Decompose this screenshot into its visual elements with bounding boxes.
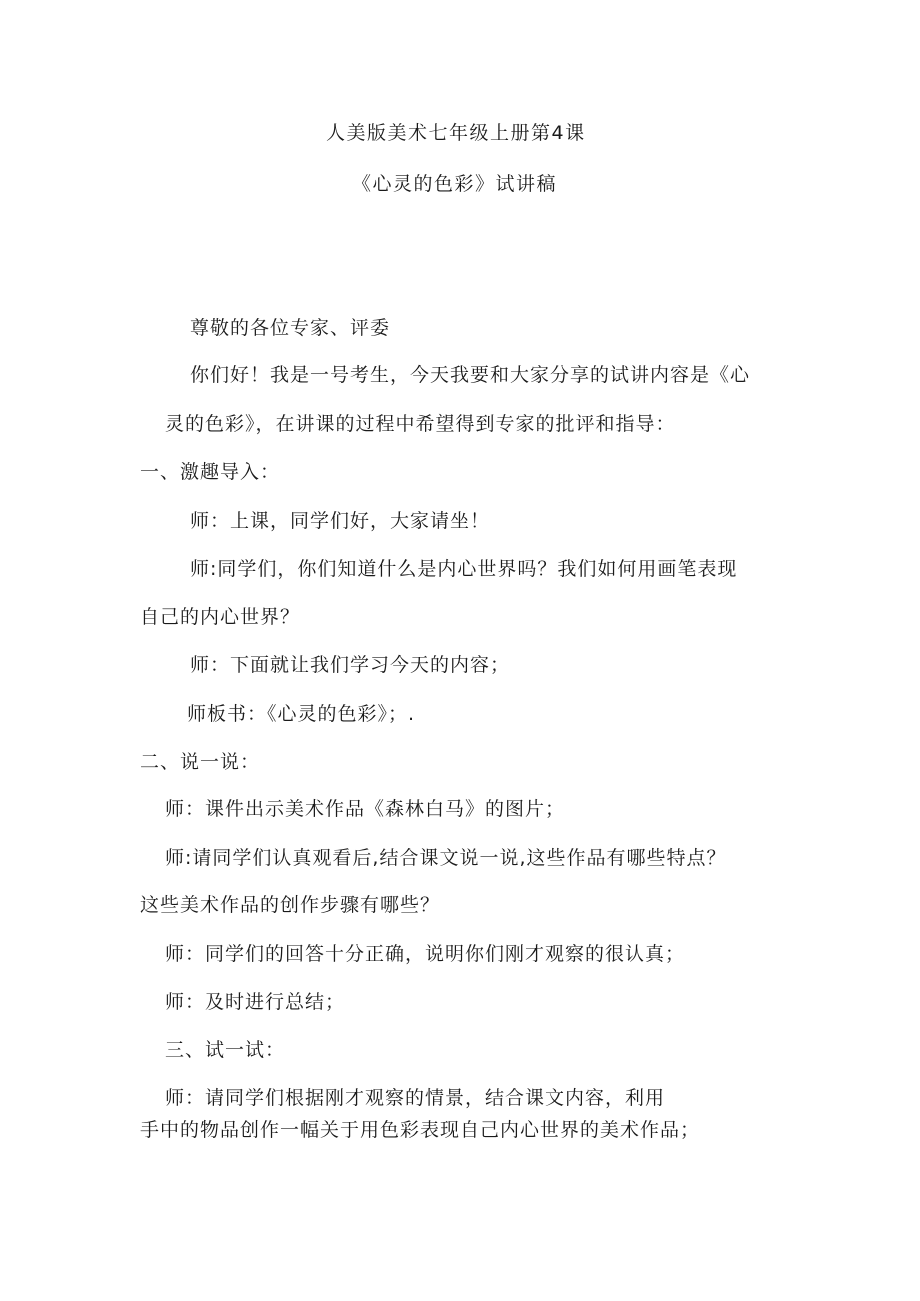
section-3-heading: 三、试一试： bbox=[165, 1039, 286, 1061]
section-2-line-4: 师：及时进行总结； bbox=[165, 991, 346, 1013]
section-1-heading: 一、激趣导入： bbox=[140, 461, 281, 483]
section-2-heading: 二、说一说： bbox=[140, 751, 261, 773]
section-2-line-3: 师：同学们的回答十分正确，说明你们刚才观察的很认真； bbox=[165, 943, 686, 965]
section-3-line-1a: 师：请同学们根据刚才观察的情景，结合课文内容，利用 bbox=[165, 1087, 666, 1109]
doc-title-line-1: 人美版美术七年级上册第4课 bbox=[326, 122, 586, 144]
greeting: 尊敬的各位专家、评委 bbox=[190, 317, 391, 339]
section-2-line-1: 师：课件出示美术作品《森林白马》的图片； bbox=[165, 798, 566, 820]
section-2-line-2b: 这些美术作品的创作步骤有哪些？ bbox=[140, 894, 441, 916]
section-1-line-4: 师板书：《心灵的色彩》；. bbox=[187, 703, 416, 725]
section-1-line-2b: 自己的内心世界？ bbox=[140, 606, 301, 628]
section-1-line-2a: 师:同学们，你们知道什么是内心世界吗？我们如何用画笔表现 bbox=[190, 558, 738, 580]
intro-paragraph-line-1: 你们好！我是一号考生，今天我要和大家分享的试讲内容是《心 bbox=[190, 364, 751, 386]
section-3-line-1b: 手中的物品创作一幅关于用色彩表现自己内心世界的美术作品； bbox=[140, 1119, 701, 1141]
intro-paragraph-line-2: 灵的色彩》，在讲课的过程中希望得到专家的批评和指导： bbox=[165, 413, 676, 435]
doc-title-line-2: 《心灵的色彩》试讲稿 bbox=[352, 173, 558, 195]
section-2-line-2a: 师:请同学们认真观看后,结合课文说一说,这些作品有哪些特点？ bbox=[165, 847, 727, 869]
section-1-line-1: 师：上课，同学们好，大家请坐！ bbox=[190, 510, 491, 532]
section-1-line-3: 师：下面就让我们学习今天的内容； bbox=[190, 654, 511, 676]
